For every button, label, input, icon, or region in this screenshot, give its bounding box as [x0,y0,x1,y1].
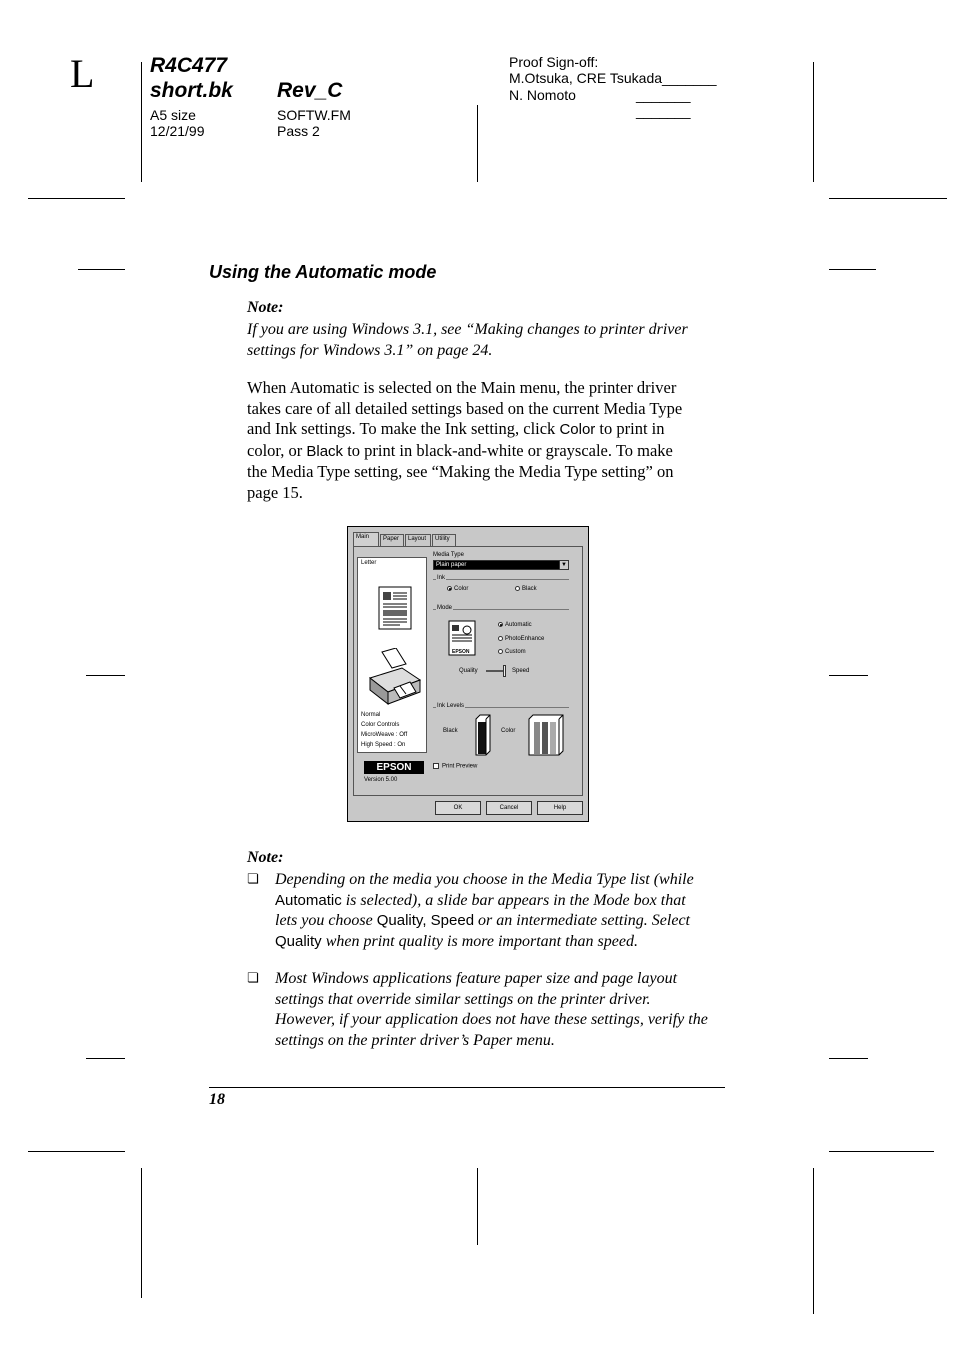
note-line: settings that override similar settings on the printer driver. [275,990,651,1008]
revision: Rev_C [277,79,343,102]
radio-icon[interactable] [498,636,503,641]
crop-mark [141,1168,142,1298]
proof-signer-1: M.Otsuka, CRE Tsukada_______ [509,70,717,86]
note-line: settings on the printer driver’s Paper menu. [275,1031,555,1049]
crop-mark [86,675,125,676]
note-line: Automatic is selected), a slide bar appears in the Mode box that [275,891,686,909]
doc-id: R4C477 [150,54,228,77]
note-line: Depending on the media you choose in the Media Type list (while [275,871,694,888]
proof-blank: _______ [636,87,691,103]
radio-icon[interactable] [498,622,503,627]
proof-title: Proof Sign-off: [509,54,599,70]
body-line: the Media Type setting, see “Making the Media Type setting” on [247,462,674,481]
print-preview-option[interactable]: Print Preview [433,763,477,770]
mode-label: Mode [437,605,453,611]
tab-paper[interactable]: Paper [380,534,404,546]
crop-mark [477,1168,478,1245]
note-line: Most Windows applications feature paper size and page layout [275,970,678,987]
ink-color-option[interactable]: Color [447,586,468,592]
media-type-select[interactable] [433,560,569,570]
note-line: lets you choose Quality, Speed or an intermediate setting. Select [275,912,690,929]
note-line: If you are using Windows 3.1, see “Making changes to printer driver [247,321,688,338]
note-line: settings for Windows 3.1” on page 24. [247,341,493,359]
body-line: takes care of all detailed settings based on the current Media Type [247,398,683,418]
pass-number: Pass 2 [277,123,320,139]
crop-mark [477,105,478,182]
note-label: Note: [247,299,284,316]
crop-mark [28,1151,125,1152]
ink-black-option[interactable]: Black [515,586,537,592]
body-line: When Automatic is selected on the Main menu, the printer driver [247,378,677,397]
note-line: Quality when print quality is more important than speed. [275,932,638,950]
corner-letter: L [70,51,95,96]
slider-thumb[interactable] [503,665,506,677]
section-title: Using the Automatic mode [209,262,437,282]
proof-signer-2: N. Nomoto [509,87,576,103]
automatic-term: Automatic [275,891,342,909]
driver-version: Version 5.00 [364,777,398,783]
ink-level-color-label: Color [501,728,516,734]
quality-term: Quality [275,932,322,950]
chevron-down-icon[interactable]: ▼ [559,561,568,569]
mode-group [433,605,569,699]
crop-mark [86,1058,125,1059]
media-type-value: Plain paper [436,562,467,568]
body-line: page 15. [247,482,303,502]
ink-group [433,575,569,597]
body-line: and Ink settings. To make the Ink setting, click Color to print in [247,419,665,438]
color-term: Color [559,421,596,438]
paper-preview-icon [378,586,412,630]
body-paragraph [247,378,727,503]
bullet-icon: ❏ [247,971,259,986]
mode-automatic-option[interactable]: Automatic [498,622,532,628]
note-bullet-text [275,870,735,952]
crop-mark [829,1151,934,1152]
mode-logo: EPSON [452,649,470,655]
proof-blank: _______ [636,103,691,119]
preview-pane [357,557,427,753]
crop-mark [829,198,947,199]
preview-setting: Color Controls [361,722,400,728]
crop-mark [28,198,125,199]
ink-label: Ink [437,575,446,581]
color-ink-cartridge-icon [528,714,564,756]
crop-mark [813,62,814,182]
page-number: 18 [209,1091,225,1108]
radio-icon[interactable] [515,586,520,591]
bullet-icon: ❏ [247,872,259,887]
tab-layout[interactable]: Layout [405,534,431,546]
file-name: SOFTW.FM [277,107,351,123]
crop-mark [829,675,868,676]
black-ink-cartridge-icon [475,714,491,756]
radio-icon[interactable] [498,649,503,654]
ok-button[interactable]: OK [435,801,481,815]
quality-label: Quality [459,668,478,674]
black-term: Black [306,442,344,460]
cancel-button[interactable]: Cancel [486,801,532,815]
printer-driver-dialog [347,526,589,822]
note-text [247,320,727,361]
doc-date: 12/21/99 [150,123,205,139]
speed-term: Speed [430,912,475,929]
preview-settings [361,710,407,750]
book-name: short.bk [150,79,233,102]
preview-setting: MicroWeave : Off [361,732,408,738]
speed-label: Speed [512,668,530,674]
footer-rule [209,1087,725,1088]
mode-photoenhance-option[interactable]: PhotoEnhance [498,636,544,642]
tab-utility[interactable]: Utility [432,534,456,546]
printer-icon [366,648,422,708]
crop-mark [141,62,142,182]
page-size: A5 size [150,107,196,123]
help-button[interactable]: Help [537,801,583,815]
preview-setting: Normal [361,712,381,718]
crop-mark [829,269,876,270]
preview-paper-label: Letter [361,560,377,566]
main-panel [353,546,583,796]
radio-icon[interactable] [447,586,452,591]
preview-setting: High Speed : On [361,742,406,748]
ink-levels-group [433,703,569,765]
media-type-label: Media Type [433,552,464,558]
quality-term: Quality [376,912,423,929]
body-line: color, or Black to print in black-and-white or grayscale. To make [247,440,673,460]
crop-mark [813,1168,814,1314]
checkbox-icon[interactable] [433,763,439,769]
crop-mark [829,1058,868,1059]
note-label: Note: [247,849,284,866]
mode-custom-option[interactable]: Custom [498,649,526,655]
tab-main[interactable]: Main [353,532,379,546]
crop-mark [78,269,125,270]
ink-level-black-label: Black [443,728,458,734]
ink-levels-label: Ink Levels [437,703,465,709]
epson-logo: EPSON [364,761,424,774]
note-bullet-text [275,969,735,1051]
note-line: However, if your application does not have these settings, verify the [275,1011,708,1028]
